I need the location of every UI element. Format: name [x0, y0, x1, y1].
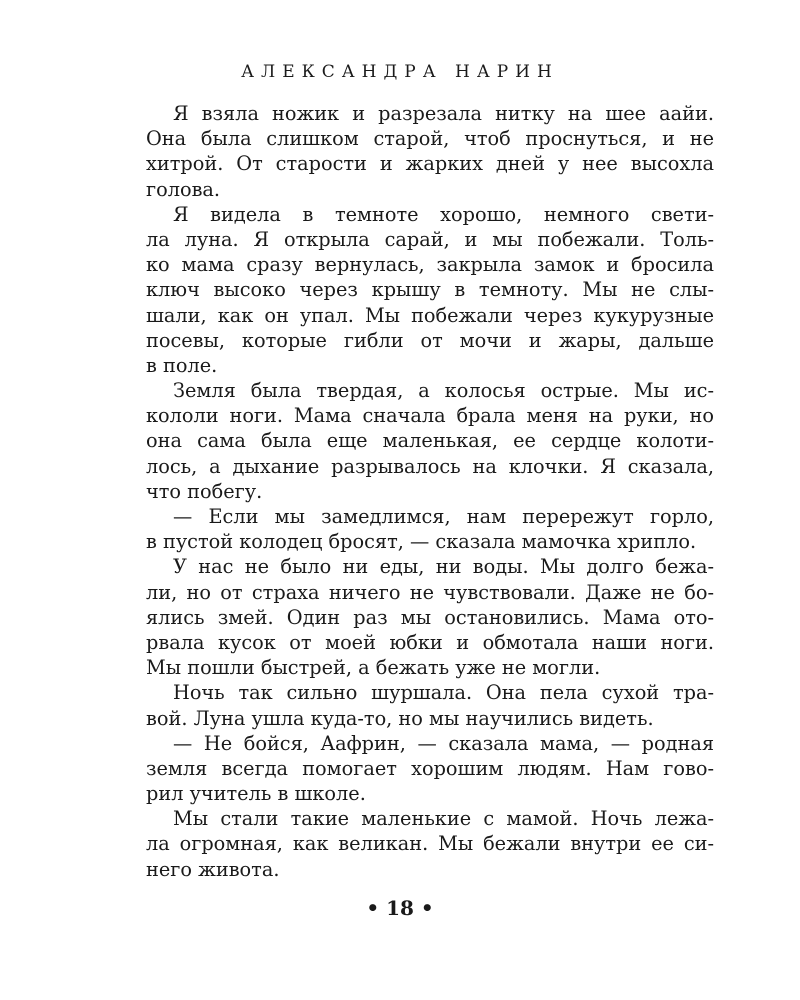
text-line: в пустой колодец бросят, — сказала мамочка хрипло.	[146, 530, 697, 554]
text-line: шали, как он упал. Мы побежали через кукурузные	[146, 303, 714, 327]
text-line: Мы стали такие маленькие с мамой. Ночь лежа-	[173, 807, 714, 831]
text-line: в поле.	[146, 353, 218, 377]
paragraph	[146, 504, 714, 554]
paragraph	[146, 101, 714, 202]
page-number: • 18 •	[366, 896, 434, 920]
paragraph	[146, 378, 714, 504]
text-line: рил учитель в школе.	[146, 782, 366, 806]
text-line: Ночь так сильно шуршала. Она пела сухой тра-	[173, 681, 714, 705]
text-line: — Если мы замедлимся, нам перережут горло,	[173, 505, 714, 528]
paragraph	[146, 554, 714, 680]
text-line: вой. Луна ушла куда-то, но мы научились видеть.	[146, 706, 654, 730]
paragraph	[146, 731, 714, 807]
text-line: ли, но от страха ничего не чувствовали. Даже не бо-	[146, 580, 714, 604]
paragraph	[146, 680, 714, 730]
paragraph	[146, 806, 714, 882]
text-line: посевы, которые гибли от мочи и жары, дальше	[146, 328, 714, 352]
text-line: ко мама сразу вернулась, закрыла замок и бросила	[146, 253, 714, 277]
body-text	[146, 101, 714, 882]
running-head-author: АЛЕКСАНДРА НАРИН	[241, 62, 559, 82]
text-line: ялись змей. Один раз мы остановились. Мама ото-	[146, 605, 714, 629]
text-line: ключ высоко через крышу в темноту. Мы не слы-	[146, 278, 714, 302]
text-line: Мы пошли быстрей, а бежать уже не могли.	[146, 656, 601, 680]
text-line: — Не бойся, Аафрин, — сказала мама, — родная	[173, 731, 714, 755]
paragraph	[146, 202, 714, 378]
text-line: голова.	[146, 177, 221, 201]
text-line: что побегу.	[146, 479, 263, 503]
text-line: Я взяла ножик и разрезала нитку на шее аайи.	[173, 102, 714, 125]
text-line: ла луна. Я открыла сарай, и мы побежали. Толь-	[146, 227, 714, 251]
text-line: рвала кусок от моей юбки и обмотала наши ноги.	[146, 630, 714, 654]
text-line: него живота.	[146, 857, 280, 881]
text-line: хитрой. От старости и жарких дней у нее высохла	[146, 152, 714, 176]
text-line: она сама была еще маленькая, ее сердце колоти-	[146, 429, 714, 453]
text-line: Земля была твердая, а колосья острые. Мы ис-	[173, 379, 714, 403]
text-line: кололи ноги. Мама сначала брала меня на руки, но	[146, 404, 714, 428]
text-line: Она была слишком старой, чтоб проснуться, и не	[146, 127, 714, 151]
text-line: земля всегда помогает хорошим людям. Нам гово-	[146, 756, 714, 780]
text-line: У нас не было ни еды, ни воды. Мы долго бежа-	[173, 555, 714, 579]
text-line: лось, а дыхание разрывалось на клочки. Я сказала,	[146, 454, 714, 478]
text-line: ла огромная, как великан. Мы бежали внутри ее си-	[146, 832, 714, 856]
text-line: Я видела в темноте хорошо, немного свети-	[173, 202, 714, 226]
